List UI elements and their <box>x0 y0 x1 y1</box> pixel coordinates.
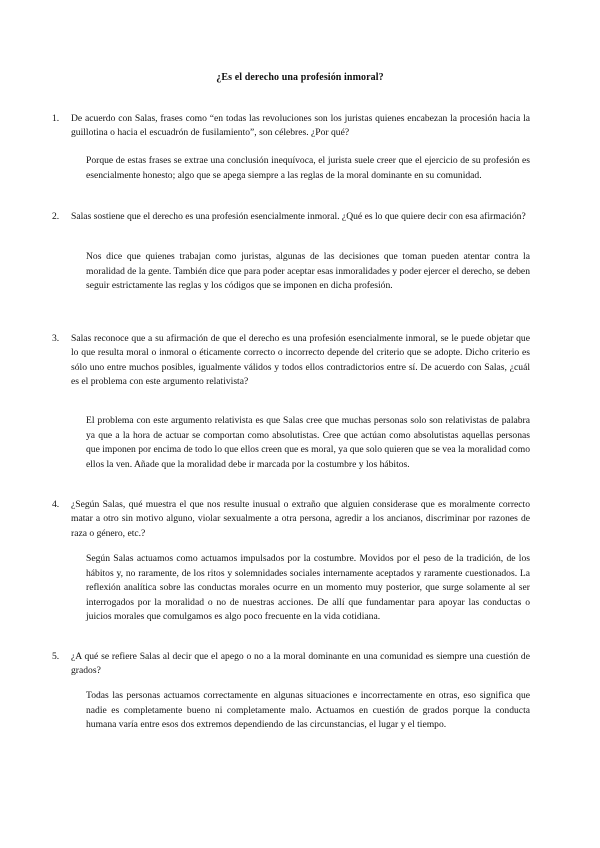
answer-2: Nos dice que quienes trabajan como juristas, algunas de las decisiones que toman pueden atentar contra la moralidad de la gente. También dice que para poder aceptar esas inmoralidades y poder ejercer el derecho, se deben seguir estrictamente las reglas y los códigos que se imponen en dicha profesión. <box>86 251 530 291</box>
question-text: Salas sostiene que el derecho es una profesión esencialmente inmoral. ¿Qué es lo que quiere decir con esa afirmación? <box>71 211 526 222</box>
question-text: Salas reconoce que a su afirmación de que el derecho es una profesión esencialmente inmoral, se le puede objetar que lo que resulta moral o inmoral o éticamente correcto o incorrecto depende del criterio que se adopte. Dicho criterio es sólo uno entre muchos posibles, igualmente válidos y todos ellos contradictorios entre sí. De acuerdo con Salas, ¿cuál es el problema con este argumento relativista? <box>71 333 530 388</box>
question-number: 4. <box>52 499 60 510</box>
question-number: 2. <box>52 211 60 222</box>
answer-1: Porque de estas frases se extrae una conclusión inequívoca, el jurista suele creer que el ejercicio de su profesión es esencialmente honesto; algo que se apega siempre a las reglas de la moral dominante en su comunidad. <box>86 155 530 181</box>
question-number: 1. <box>52 113 60 124</box>
answer-5: Todas las personas actuamos correctamente en algunas situaciones e incorrectamente en otras, eso significa que nadie es completamente bueno ni completamente malo. Actuamos en cuestión de grados porque la conducta humana varía entre esos dos extremos dependiendo de las circunstancias, el lugar y el tiempo. <box>86 690 530 730</box>
answer-4: Según Salas actuamos como actuamos impulsados por la costumbre. Movidos por el peso de la tradición, de los hábitos y, no raramente, de los ritos y solemnidades sociales internamente aceptados y raramente cuestionados. La reflexión analítica sobre las conductas morales ocurre en un momento muy posterior, que surge solamente al ser interrogados por la moralidad o no de nuestras acciones. De allí que fundamentar para apoyar las conductas o juicios morales que comulgamos es algo poco frecuente en la vida cotidiana. <box>86 553 530 622</box>
question-3 <box>52 332 530 390</box>
question-4 <box>52 498 530 541</box>
question-2 <box>52 210 530 224</box>
page-title: ¿Es el derecho una profesión inmoral? <box>216 72 384 83</box>
answer-3: El problema con este argumento relativista es que Salas cree que muchas personas solo son relativistas de palabra ya que a la hora de actuar se comportan como absolutistas. Cree que actúan como absolutistas aquellas personas que imponen por encima de todo lo que ellos creen que es moral, ya que solo quieren que se vea la moralidad como ellos la ven. Añade que la moralidad debe ir marcada por la costumbre y los hábitos. <box>86 415 530 470</box>
question-text: De acuerdo con Salas, frases como “en todas las revoluciones son los juristas quienes encabezan la procesión hacia la guillotina o hacia el escuadrón de fusilamiento”, son célebres. ¿Por qué? <box>71 113 530 139</box>
question-1 <box>52 112 530 141</box>
question-text: ¿A qué se refiere Salas al decir que el apego o no a la moral dominante en una comunidad es siempre una cuestión de grados? <box>71 651 530 677</box>
question-number: 5. <box>52 651 60 662</box>
question-5 <box>52 650 530 679</box>
question-number: 3. <box>52 333 60 344</box>
question-text: ¿Según Salas, qué muestra el que nos resulte inusual o extraño que alguien considerase que es moralmente correcto matar a otro sin motivo alguno, violar sexualmente a otra persona, agredir a los ancianos, discriminar por razones de raza o género, etc.? <box>71 499 530 539</box>
